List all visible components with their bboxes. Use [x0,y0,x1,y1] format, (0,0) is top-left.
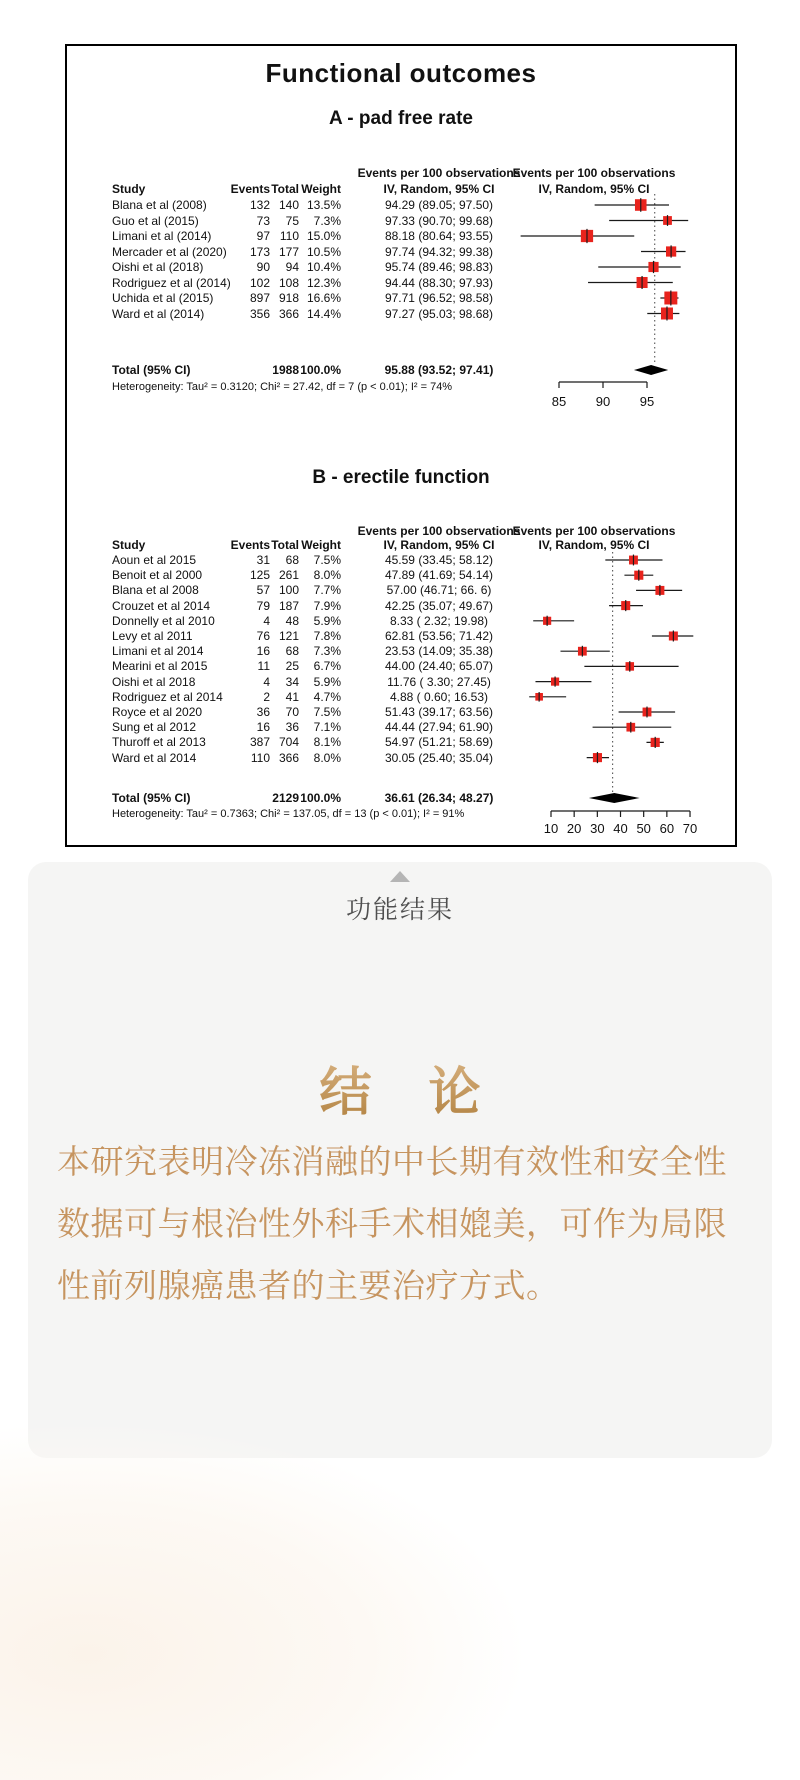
study-name: Mearini et al 2015 [112,659,208,674]
total-value: 75 [285,213,299,228]
ci-value: 42.25 (35.07; 49.67) [384,598,494,613]
total-value: 34 [285,674,299,689]
events-value: 102 [249,275,270,290]
events-value: 90 [256,260,270,274]
events-value: 125 [249,568,270,583]
study-name: Uchida et al (2015) [112,291,214,305]
study-name: Limani et al 2014 [112,644,204,659]
total-n: 2129 [272,791,299,805]
events-value: 2 [263,689,270,704]
total-value: 187 [278,598,299,613]
weight-value: 7.5% [313,705,341,719]
weight-value: 7.7% [313,583,341,598]
events-value: 4 [263,674,270,689]
events-value: 110 [250,750,270,765]
weight-value: 7.9% [313,598,341,613]
col-header-events: Events [230,538,270,552]
total-value: 41 [285,689,299,704]
events-value: 97 [256,229,270,243]
conclusion-line: 本研究表明冷冻消融的中长期有效性和安全性 [57,1143,727,1180]
total-value: 36 [285,720,299,735]
events-value: 36 [256,705,270,719]
total-value: 68 [285,644,299,659]
total-value: 100 [278,583,299,598]
effect-header-text-col: Events per 100 observations [357,524,521,538]
weight-value: 14.4% [306,306,341,321]
total-value: 366 [278,306,299,321]
study-name: Blana et al (2008) [112,198,207,212]
events-value: 356 [249,306,270,321]
panel-a-subtitle: A - pad free rate [329,108,473,129]
total-ci: 95.88 (93.52; 97.41) [384,363,494,377]
conclusion-line: 性前列腺癌患者的主要治疗方式。 [57,1267,560,1304]
study-name: Rodriguez et al (2014) [112,275,231,290]
total-value: 261 [278,568,299,583]
caption-panel [28,862,772,1458]
study-name: Royce et al 2020 [112,705,203,719]
effect-header-plot-col: Events per 100 observations [512,166,676,180]
collapse-arrow-icon[interactable] [390,871,410,882]
events-value: 4 [263,613,270,628]
total-weight: 100.0% [300,363,341,377]
col-header-ci: IV, Random, 95% CI [383,538,495,552]
col-header-weight: Weight [301,182,341,196]
weight-value: 7.1% [313,720,341,735]
col-header-study: Study [112,182,146,196]
ci-value: 95.74 (89.46; 98.83) [384,260,494,274]
ci-value: 4.88 ( 0.60; 16.53) [389,689,489,704]
panel-b-subtitle: B - erectile function [312,467,490,488]
axis-tick-label: 30 [590,821,605,836]
total-value: 366 [278,750,299,765]
ci-value: 11.76 ( 3.30; 27.45) [387,674,491,689]
weight-value: 8.1% [313,735,341,750]
events-value: 57 [256,583,270,598]
weight-value: 6.7% [313,659,341,674]
weight-value: 7.5% [313,553,341,567]
ci-value: 30.05 (25.40; 35.04) [384,750,494,765]
ci-value: 45.59 (33.45; 58.12) [384,553,494,567]
study-name: Levy et al 2011 [112,629,193,643]
ci-value: 94.29 (89.05; 97.50) [384,198,494,212]
weight-value: 5.9% [313,613,341,628]
events-value: 16 [256,644,270,659]
decorative-blob [0,1420,530,1780]
weight-value: 7.3% [313,644,341,659]
ci-value: 57.00 (46.71; 66. 6) [386,583,492,598]
events-value: 76 [256,629,270,643]
col-header-events: Events [230,182,270,196]
ci-value: 97.27 (95.03; 98.68) [384,306,494,321]
events-value: 79 [256,598,270,613]
events-value: 173 [249,244,270,259]
axis-tick-label: 10 [543,821,559,836]
panel-a-heterogeneity: Heterogeneity: Tau² = 0.3120; Chi² = 27.42, df = 7 (p < 0.01); I² = 74% [112,381,453,393]
study-name: Limani et al (2014) [112,229,212,243]
study-name: Ward et al (2014) [112,306,205,321]
total-weight: 100.0% [300,791,341,805]
study-name: Mercader et al (2020) [112,244,227,259]
weight-value: 12.3% [306,275,341,290]
study-name: Oishi et al (2018) [112,260,204,274]
events-value: 387 [249,735,270,750]
study-name: Sung et al 2012 [112,720,197,735]
axis-tick-label: 90 [595,394,611,409]
weight-value: 10.5% [306,244,341,259]
ci-value: 23.53 (14.09; 35.38) [384,644,494,659]
total-value: 704 [278,735,299,750]
ci-value: 44.44 (27.94; 61.90) [384,720,494,735]
study-name: Oishi et al 2018 [112,674,196,689]
weight-value: 13.5% [306,198,341,212]
total-value: 68 [285,553,299,567]
weight-value: 7.3% [313,213,341,228]
effect-header-plot-col: Events per 100 observations [512,524,676,538]
weight-value: 8.0% [313,750,341,765]
total-value: 70 [285,705,299,719]
col-header-total: Total [271,538,299,552]
total-value: 918 [278,291,299,305]
axis-tick-label: 40 [613,821,628,836]
events-value: 31 [256,553,270,567]
forest-plot-canvas [67,46,739,849]
weight-value: 16.6% [306,291,341,305]
col-header-ci-plot: IV, Random, 95% CI [538,538,650,552]
study-name: Benoit et al 2000 [112,568,203,583]
study-name: Guo et al (2015) [112,213,199,228]
total-value: 108 [278,275,299,290]
study-name: Thuroff et al 2013 [112,735,206,750]
weight-value: 10.4% [306,260,341,274]
total-value: 121 [278,629,299,643]
study-name: Aoun et al 2015 [112,553,197,567]
col-header-study: Study [112,538,146,552]
ci-value: 44.00 (24.40; 65.07) [384,659,494,674]
ci-value: 51.43 (39.17; 63.56) [384,705,494,719]
study-name: Donnelly et al 2010 [112,613,215,628]
ci-value: 62.81 (53.56; 71.42) [384,629,494,643]
total-label: Total (95% CI) [112,791,191,805]
effect-header-text-col: Events per 100 observations [357,166,521,180]
total-value: 94 [285,260,299,274]
conclusion-title: 结 论 [28,1050,772,1125]
events-value: 73 [256,213,270,228]
axis-tick-label: 20 [566,821,582,836]
ci-value: 54.97 (51.21; 58.69) [384,735,494,750]
panel-b-heterogeneity: Heterogeneity: Tau² = 0.7363; Chi² = 137.05, df = 13 (p < 0.01); I² = 91% [112,808,465,820]
forest-plot-figure [65,44,737,847]
axis-tick-label: 60 [659,821,675,836]
total-value: 140 [278,198,299,212]
ci-value: 97.33 (90.70; 99.68) [384,213,494,228]
study-name: Ward et al 2014 [112,750,197,765]
axis-tick-label: 50 [636,821,651,836]
ci-value: 97.71 (96.52; 98.58) [384,291,494,305]
summary-diamond [634,365,668,375]
axis-tick-label: 85 [551,394,567,409]
ci-value: 97.74 (94.32; 99.38) [384,244,494,259]
figure-caption: 功能结果 [345,896,454,924]
study-name: Crouzet et al 2014 [112,598,211,613]
col-header-ci: IV, Random, 95% CI [383,182,495,196]
summary-diamond [589,793,640,803]
axis-tick-label: 95 [639,394,655,409]
weight-value: 15.0% [306,229,341,243]
total-ci: 36.61 (26.34; 48.27) [384,791,494,805]
total-label: Total (95% CI) [112,363,191,377]
conclusion-line: 数据可与根治性外科手术相媲美，可作为局限 [57,1205,727,1242]
ci-value: 94.44 (88.30; 97.93) [384,275,494,290]
total-value: 177 [278,244,299,259]
events-value: 132 [249,198,270,212]
ci-value: 88.18 (80.64; 93.55) [384,229,494,243]
figure-title: Functional outcomes [265,58,537,88]
col-header-total: Total [271,182,299,196]
total-value: 110 [279,229,299,243]
total-n: 1988 [272,363,299,377]
weight-value: 5.9% [313,674,341,689]
weight-value: 7.8% [313,629,341,643]
weight-value: 4.7% [313,689,341,704]
weight-value: 8.0% [313,568,341,583]
ci-value: 47.89 (41.69; 54.14) [384,568,494,583]
events-value: 11 [257,659,270,674]
conclusion-paragraph [57,1131,763,1317]
total-value: 48 [285,613,299,628]
events-value: 897 [249,291,270,305]
total-value: 25 [285,659,299,674]
ci-value: 8.33 ( 2.32; 19.98) [389,613,489,628]
events-value: 16 [256,720,270,735]
axis-tick-label: 70 [682,821,698,836]
study-name: Blana et al 2008 [112,583,199,598]
study-name: Rodriguez et al 2014 [112,689,223,704]
col-header-ci-plot: IV, Random, 95% CI [538,182,650,196]
col-header-weight: Weight [301,538,341,552]
